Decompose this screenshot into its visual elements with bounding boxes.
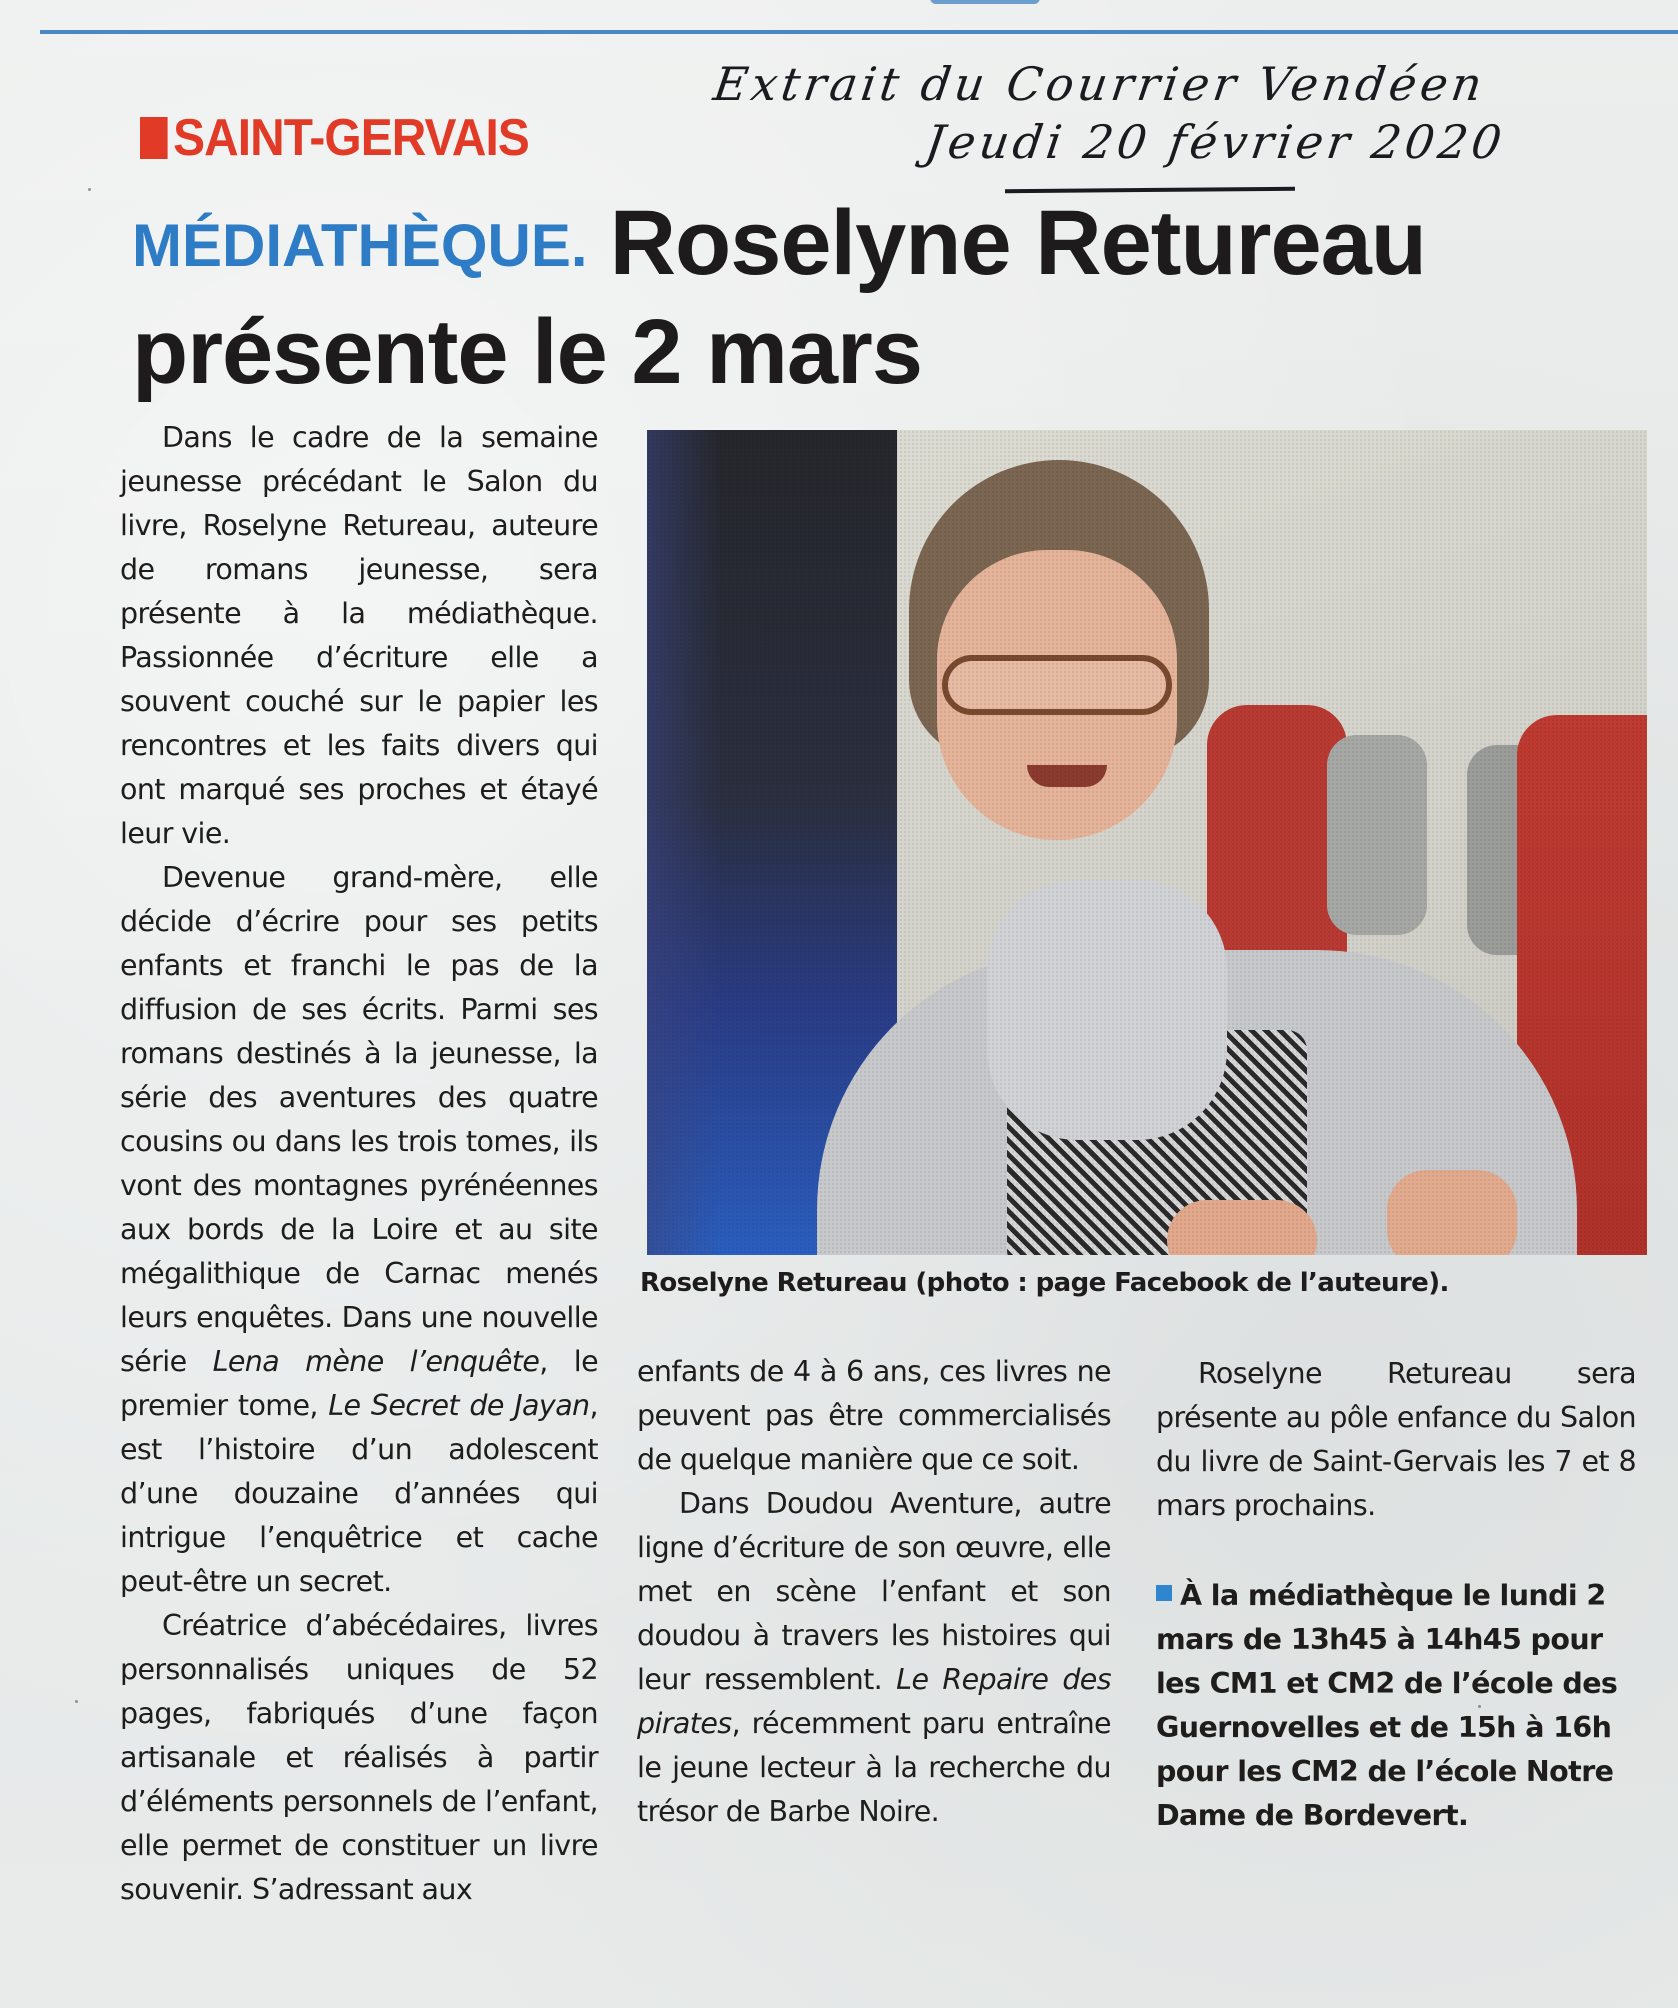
handwritten-source-line: Extrait du Courrier Vendéen — [710, 57, 1490, 111]
kicker-label: SAINT-GERVAIS — [173, 109, 529, 167]
article-column-1 — [120, 416, 598, 1912]
article-column-2 — [637, 1350, 1111, 1834]
handwritten-date-line: Jeudi 20 février 2020 — [922, 115, 1509, 169]
paragraph-text: Dans Doudou Aventure, autre ligne d’écriture de son œuvre, elle met en scène l’enfant et son doudou à travers les histoires qui leur ressemblent. — [637, 1487, 1111, 1696]
author-photo — [647, 430, 1647, 1255]
book-title-secret: Le Secret de Jayan — [328, 1389, 590, 1422]
paragraph-text: , est l’histoire d’un adolescent d’une douzaine d’années qui intrigue l’enquêtrice et cache peut-être un secret. — [120, 1389, 598, 1598]
paragraph — [120, 856, 598, 1604]
section-kicker — [140, 108, 529, 168]
paragraph-text: Devenue grand-mère, elle décide d’écrire pour ses petits enfants et franchi le pas de la diffusion de ses écrits. Parmi ses romans destinés à la jeunesse, la série des aventures des quatre cousins ou dans les trois tomes, ils vont des montagnes pyrénéennes aux bords de la Loire et au site mégalithique de Carnac menés leurs enquêtes. Dans une nouvelle série — [120, 861, 598, 1378]
headline-title-line1: Roselyne Retureau — [609, 192, 1426, 294]
paper-speck — [1478, 1705, 1481, 1708]
info-square-icon — [1156, 1585, 1172, 1601]
event-info-text: À la médiathèque le lundi 2 mars de 13h45 à 14h45 pour les CM1 et CM2 de l’école des Guernovelles et de 15h à 16h pour les CM2 de l’école Notre Dame de Bordevert. — [1156, 1579, 1618, 1832]
previous-article-fragment — [930, 0, 1040, 4]
book-title-lena: Lena mène l’enquête — [212, 1345, 540, 1378]
kicker-square-icon — [140, 117, 168, 159]
headline-rubric: MÉDIATHÈQUE. — [132, 212, 588, 279]
paragraph: Dans le cadre de la semaine jeunesse précédant le Salon du livre, Roselyne Retureau, auteure de romans jeunesse, sera présente à la médiathèque. Passionnée d’écriture elle a souvent couché sur le papier les rencontres et les faits divers qui ont marqué ses proches et étayé leur vie. — [120, 421, 598, 850]
handwritten-source-note — [692, 55, 1638, 171]
photo-caption: Roselyne Retureau (photo : page Facebook de l’auteure). — [640, 1268, 1449, 1298]
headline — [132, 190, 1582, 405]
article-column-3 — [1156, 1352, 1636, 1838]
paragraph — [637, 1482, 1111, 1834]
headline-title-line2: présente le 2 mars — [132, 301, 923, 403]
event-info — [1156, 1574, 1636, 1838]
paragraph-text: , récemment paru entraîne le jeune lecteur à la recherche du trésor de Barbe Noire. — [637, 1707, 1111, 1828]
photo-halftone-overlay — [647, 430, 1647, 1255]
paper-speck — [75, 1700, 78, 1703]
paper-speck — [88, 188, 91, 191]
paragraph: Créatrice d’abécédaires, livres personnalisés uniques de 52 pages, fabriqués d’une façon artisanale et réalisés à partir d’éléments personnels de l’enfant, elle permet de constituer un livre souvenir. S’adressant aux — [120, 1609, 598, 1906]
top-rule-divider — [40, 30, 1678, 34]
book-title-repaire: Le Repaire des pirates — [637, 1663, 1111, 1740]
paragraph: Roselyne Retureau sera présente au pôle enfance du Salon du livre de Saint-Gervais les 7 et 8 mars prochains. — [1156, 1357, 1636, 1522]
paragraph: enfants de 4 à 6 ans, ces livres ne peuvent pas être commercialisés de quelque manière que ce soit. — [637, 1355, 1111, 1476]
paragraph-text: , le premier tome, — [120, 1345, 599, 1422]
